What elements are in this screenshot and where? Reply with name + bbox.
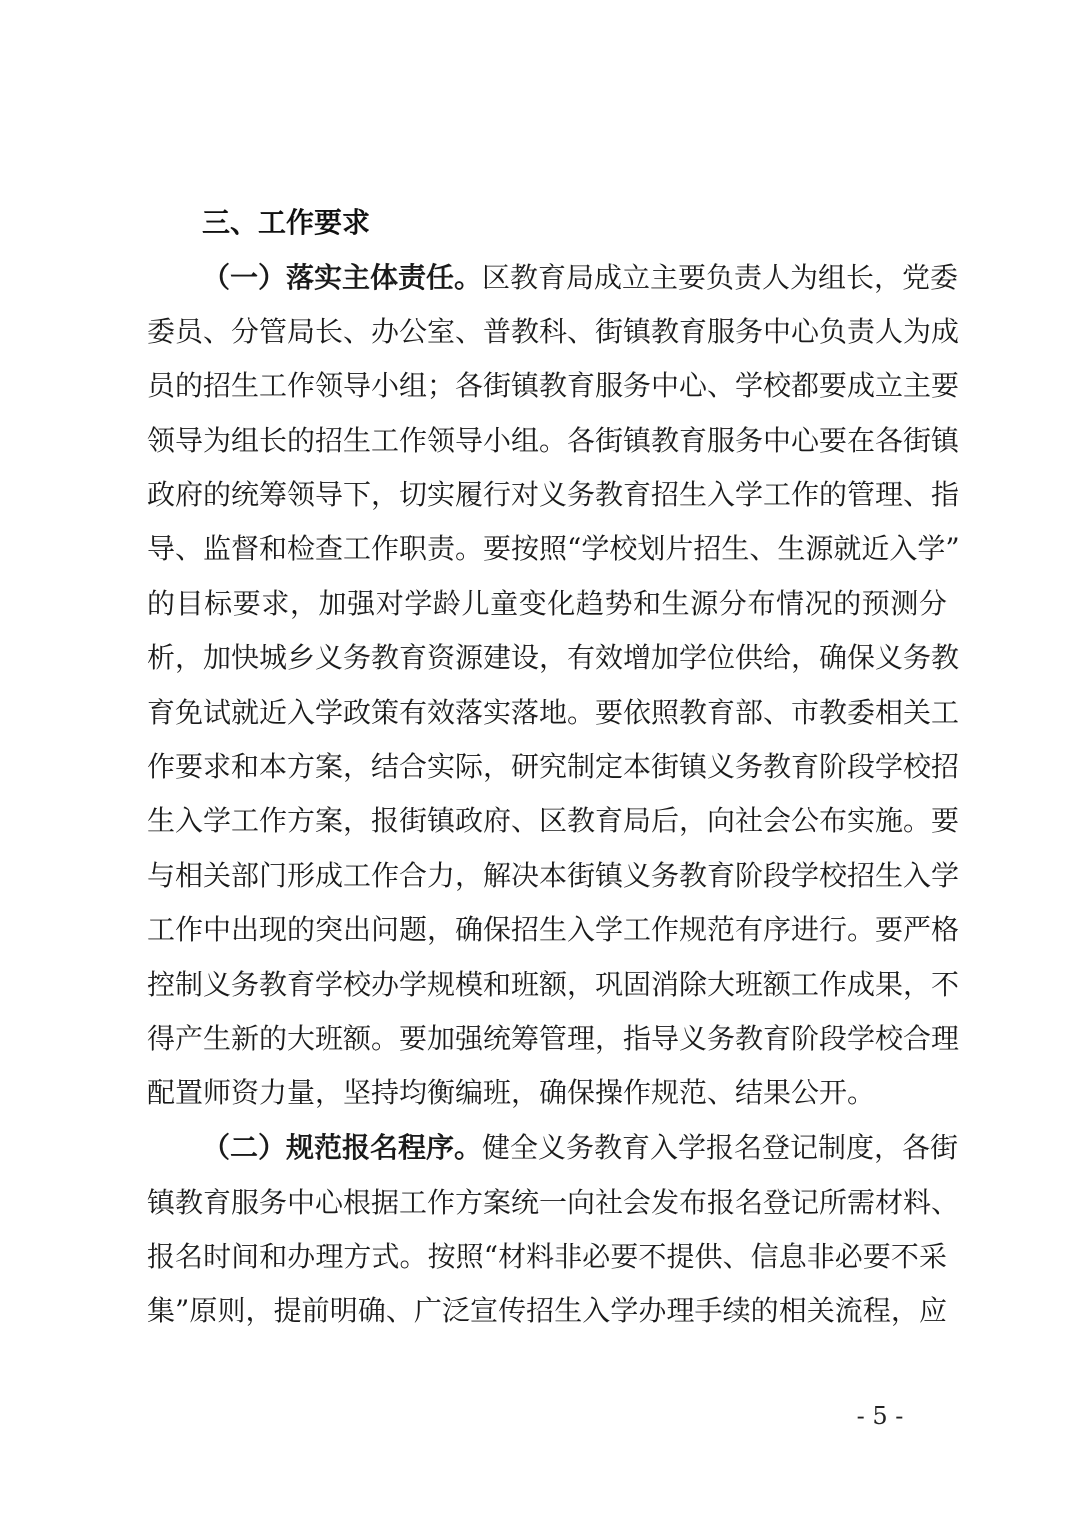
paragraph-lead: （一）落实主体责任。: [202, 261, 483, 294]
paragraph-line: 生入学工作方案，报街镇政府、区教育局后，向社会公布实施。要: [147, 804, 960, 837]
paragraph-text: 区教育局成立主要负责人为组长，党委: [482, 261, 959, 294]
paragraph-line: [202, 251, 959, 305]
paragraph-line: 委员、分管局长、办公室、普教科、街镇教育服务中心负责人为成: [147, 315, 960, 348]
paragraph-line: 员的招生工作领导小组；各街镇教育服务中心、学校都要成立主要: [147, 369, 960, 402]
paragraph-lead: （二）规范报名程序。: [202, 1131, 483, 1164]
paragraph-line: 领导为组长的招生工作领导小组。各街镇教育服务中心要在各街镇: [147, 424, 960, 457]
paragraph-line: 政府的统筹领导下，切实履行对义务教育招生入学工作的管理、指: [147, 478, 960, 511]
paragraph-line: 镇教育服务中心根据工作方案统一向社会发布报名登记所需材料、: [147, 1186, 960, 1219]
paragraph-line: 与相关部门形成工作合力，解决本街镇义务教育阶段学校招生入学: [147, 859, 960, 892]
paragraph-line: 报名时间和办理方式。按照“材料非必要不提供、信息非必要不采: [147, 1240, 947, 1273]
paragraph-line: 析，加快城乡义务教育资源建设，有效增加学位供给，确保义务教: [147, 641, 960, 674]
paragraph-line: 作要求和本方案，结合实际，研究制定本街镇义务教育阶段学校招: [147, 750, 960, 783]
page-number: - 5 -: [856, 1402, 904, 1430]
paragraph-line: 育免试就近入学政策有效落实落地。要依照教育部、市教委相关工: [147, 696, 960, 729]
paragraph-line: [202, 1121, 959, 1175]
paragraph-line: 工作中出现的突出问题，确保招生入学工作规范有序进行。要严格: [147, 913, 960, 946]
paragraph-line: 导、监督和检查工作职责。要按照“学校划片招生、生源就近入学”: [147, 532, 960, 565]
paragraph-line: 配置师资力量，坚持均衡编班，确保操作规范、结果公开。: [147, 1076, 876, 1109]
paragraph-line: 得产生新的大班额。要加强统筹管理，指导义务教育阶段学校合理: [147, 1022, 960, 1055]
paragraph-line: 控制义务教育学校办学规模和班额，巩固消除大班额工作成果，不: [147, 968, 960, 1001]
paragraph-line: 集”原则，提前明确、广泛宣传招生入学办理手续的相关流程，应: [147, 1294, 947, 1327]
paragraph-text: 健全义务教育入学报名登记制度，各街: [482, 1131, 959, 1164]
paragraph-line: 的目标要求，加强对学龄儿童变化趋势和生源分布情况的预测分: [147, 587, 947, 620]
section-heading: 三、工作要求: [202, 206, 371, 239]
